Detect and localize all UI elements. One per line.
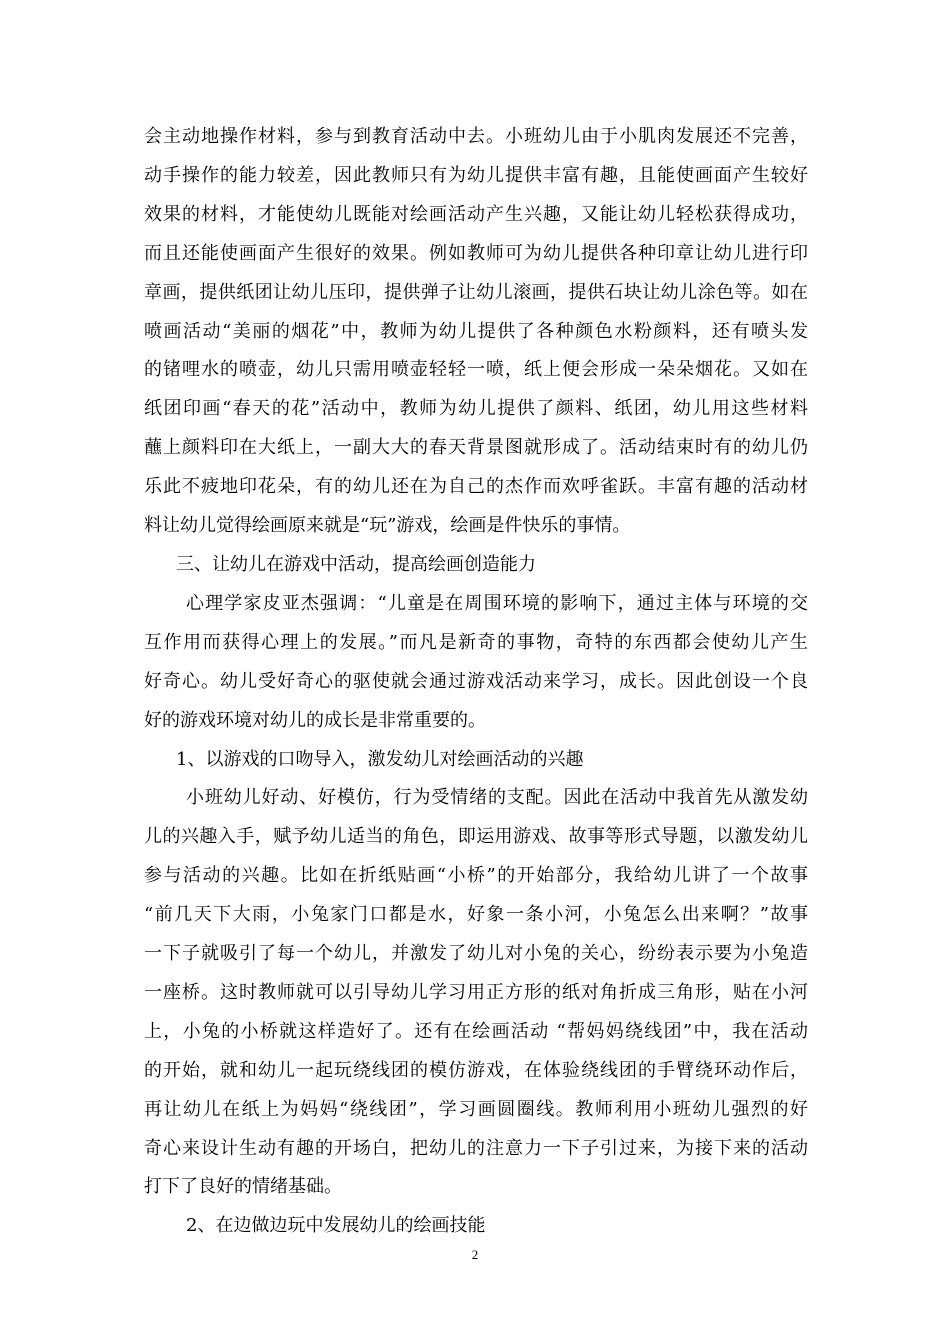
body-line: 上，小兔的小桥就这样造好了。还有在绘画活动 “帮妈妈绕线团”中，我在活动: [144, 1021, 808, 1042]
body-line: 的开始，就和幼儿一起玩绕线团的模仿游戏，在体验绕线团的手臂绕环动作后，: [144, 1060, 808, 1081]
body-line: 再让幼儿在纸上为妈妈“绕线团”，学习画圆圈线。教师利用小班幼儿强烈的好: [144, 1099, 808, 1120]
body-line: 章画，提供纸团让幼儿压印，提供弹子让幼儿滚画，提供石块让幼儿涂色等。如在: [144, 282, 808, 303]
body-line: 的锗哩水的喷壶，幼儿只需用喷壶轻轻一喷，纸上便会形成一朵朵烟花。又如在: [144, 359, 808, 380]
body-line: 一座桥。这时教师就可以引导幼儿学习用正方形的纸对角折成三角形，贴在小河: [144, 982, 808, 1003]
page-number: 2: [471, 1247, 479, 1262]
body-line: 料让幼儿觉得绘画原来就是“玩”游戏，绘画是件快乐的事情。: [144, 515, 631, 536]
body-line: 小班幼儿好动、好模仿，行为受情绪的支配。因此在活动中我首先从激发幼: [186, 787, 808, 808]
body-line: 儿的兴趣入手，赋予幼儿适当的角色，即运用游戏、故事等形式导题，以激发幼儿: [144, 826, 808, 847]
section-heading: 三、让幼儿在游戏中活动，提高绘画创造能力: [176, 554, 536, 575]
body-line: 好的游戏环境对幼儿的成长是非常重要的。: [144, 710, 486, 731]
body-line: 效果的材料，才能使幼儿既能对绘画活动产生兴趣，又能让幼儿轻松获得成功，: [144, 204, 808, 225]
body-line: 会主动地操作材料，参与到教育活动中去。小班幼儿由于小肌肉发展还不完善，: [144, 126, 808, 147]
body-line: 喷画活动“美丽的烟花”中，教师为幼儿提供了各种颜色水粉颜料，还有喷头发: [144, 321, 808, 342]
subsection-heading: 2、在边做边玩中发展幼儿的绘画技能: [186, 1215, 486, 1236]
body-line: “前几天下大雨，小兔家门口都是水，好象一条小河，小兔怎么出来啊？”故事: [144, 904, 808, 925]
body-line: 蘸上颜料印在大纸上，一副大大的春天背景图就形成了。活动结束时有的幼儿仍: [144, 437, 808, 458]
body-line: 纸团印画“春天的花”活动中，教师为幼儿提供了颜料、纸团，幼儿用这些材料: [144, 398, 808, 419]
body-line: 参与活动的兴趣。比如在折纸贴画“小桥”的开始部分，我给幼儿讲了一个故事: [144, 865, 808, 886]
body-line: 一下子就吸引了每一个幼儿，并激发了幼儿对小兔的关心，纷纷表示要为小兔造: [144, 943, 808, 964]
body-line: 乐此不疲地印花朵，有的幼儿还在为自己的杰作而欢呼雀跃。丰富有趣的活动材: [144, 476, 808, 497]
body-line: 好奇心。幼儿受好奇心的驱使就会通过游戏活动来学习，成长。因此创设一个良: [144, 671, 808, 692]
subsection-heading: 1、以游戏的口吻导入，激发幼儿对绘画活动的兴趣: [176, 749, 584, 770]
body-line: 打下了良好的情绪基础。: [144, 1176, 342, 1197]
body-line: 而且还能使画面产生很好的效果。例如教师可为幼儿提供各种印章让幼儿进行印: [144, 243, 808, 264]
body-line: 互作用而获得心理上的发展。”而凡是新奇的事物，奇特的东西都会使幼儿产生: [144, 632, 808, 653]
body-line: 心理学家皮亚杰强调：“儿童是在周围环境的影响下，通过主体与环境的交: [186, 593, 808, 614]
body-line: 奇心来设计生动有趣的开场白，把幼儿的注意力一下子引过来，为接下来的活动: [144, 1138, 808, 1159]
body-line: 动手操作的能力较差，因此教师只有为幼儿提供丰富有趣，且能使画面产生较好: [144, 165, 808, 186]
